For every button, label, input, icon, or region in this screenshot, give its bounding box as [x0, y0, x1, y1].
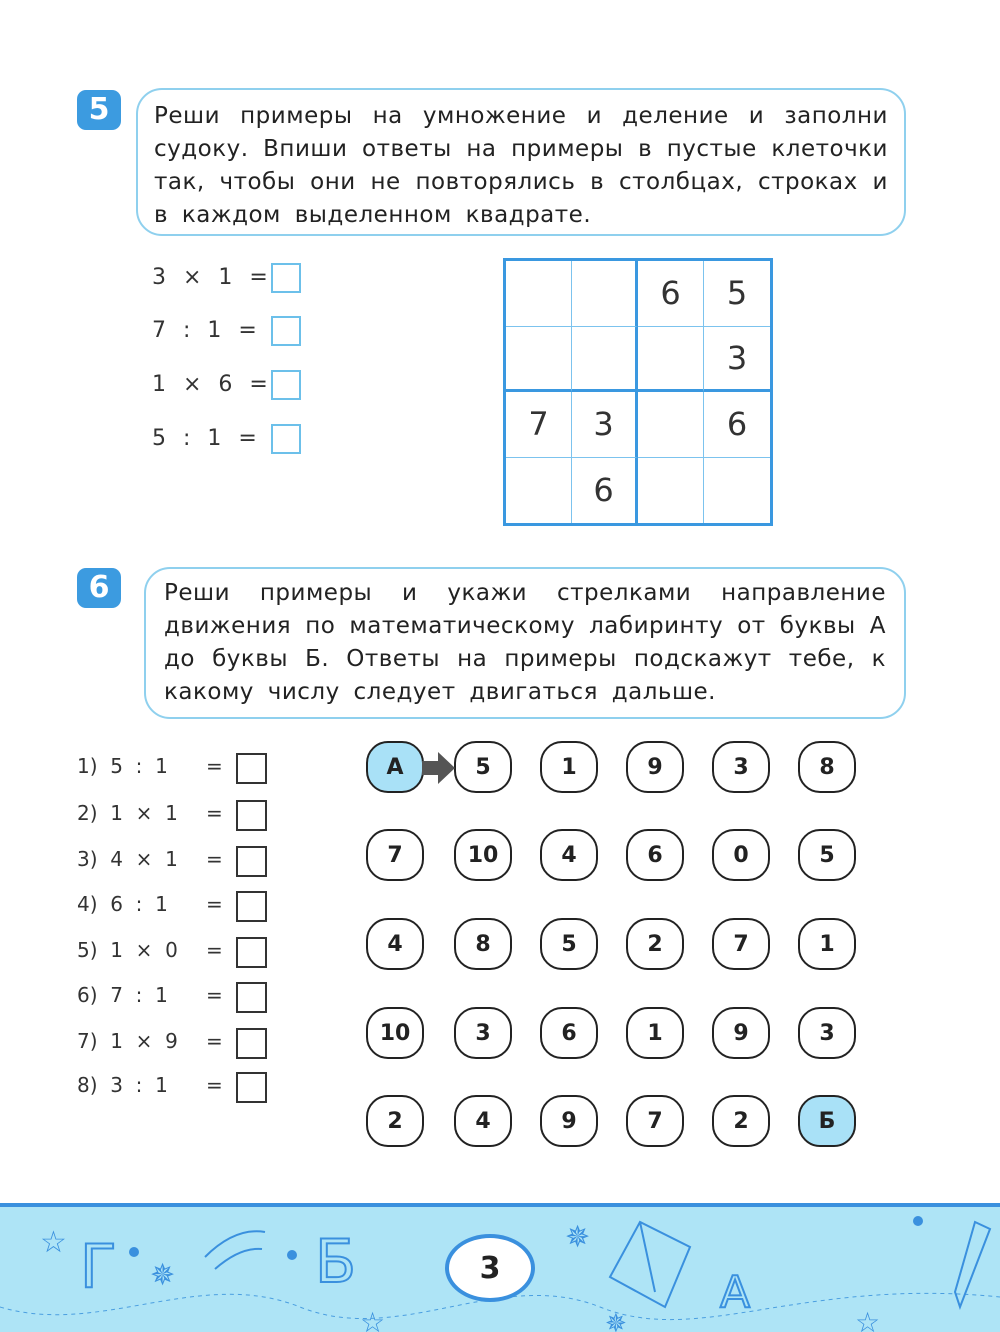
maze-node[interactable]: 4 — [366, 918, 424, 970]
maze-node[interactable]: 9 — [712, 1007, 770, 1059]
answer-box[interactable] — [271, 424, 301, 454]
maze-node[interactable]: 8 — [454, 918, 512, 970]
sudoku-cell[interactable] — [572, 327, 638, 393]
task-5-instructions: Реши примеры на умножение и деление и заполни судоку. Впиши ответы на примеры в пустые клеточки так, чтобы они не повторялись в столбцах, строках и в каждом выделенном квадрате. — [136, 88, 906, 236]
equation: 6) 7 : 1 — [77, 983, 168, 1007]
equation: 3 × 1 = — [152, 265, 268, 290]
svg-text:А: А — [720, 1267, 751, 1318]
maze-node[interactable]: 1 — [626, 1007, 684, 1059]
equals-sign: = — [206, 1073, 223, 1097]
equation: 7) 1 × 9 — [77, 1029, 178, 1053]
sudoku-cell[interactable]: 6 — [704, 392, 770, 458]
maze-node[interactable]: 10 — [454, 829, 512, 881]
sudoku-cell[interactable]: 5 — [704, 261, 770, 327]
svg-text:☆: ☆ — [855, 1306, 881, 1332]
maze-node[interactable]: 3 — [798, 1007, 856, 1059]
maze-node[interactable]: 8 — [798, 741, 856, 793]
equation: 5) 1 × 0 — [77, 938, 178, 962]
answer-box[interactable] — [271, 370, 301, 400]
svg-text:✵: ✵ — [565, 1220, 591, 1255]
equation: 3) 4 × 1 — [77, 847, 178, 871]
task-5-badge: 5 — [77, 90, 121, 130]
equation: 8) 3 : 1 — [77, 1073, 168, 1097]
sudoku-cell[interactable] — [572, 261, 638, 327]
maze-node[interactable]: 1 — [540, 741, 598, 793]
answer-box[interactable] — [236, 753, 267, 784]
equals-sign: = — [206, 892, 223, 916]
equation: 2) 1 × 1 — [77, 801, 178, 825]
sudoku-cell[interactable]: 6 — [572, 458, 638, 524]
svg-text:Б: Б — [315, 1227, 357, 1297]
answer-box[interactable] — [271, 263, 301, 293]
sudoku-cell[interactable] — [506, 327, 572, 393]
sudoku-cell[interactable] — [638, 458, 704, 524]
sudoku-cell[interactable] — [638, 392, 704, 458]
equals-sign: = — [206, 983, 223, 1007]
maze-finish[interactable]: Б — [798, 1095, 856, 1147]
maze-node[interactable]: 10 — [366, 1007, 424, 1059]
equation: 1) 5 : 1 — [77, 754, 168, 778]
answer-box[interactable] — [236, 846, 267, 877]
answer-box[interactable] — [236, 800, 267, 831]
task-6-badge: 6 — [77, 568, 121, 608]
maze-node[interactable]: 2 — [626, 918, 684, 970]
maze-node[interactable]: 4 — [540, 829, 598, 881]
maze-node[interactable]: 7 — [712, 918, 770, 970]
maze-node[interactable]: 2 — [366, 1095, 424, 1147]
equation: 1 × 6 = — [152, 372, 268, 397]
maze-node[interactable]: 5 — [454, 741, 512, 793]
maze-node[interactable]: 9 — [626, 741, 684, 793]
equation: 5 : 1 = — [152, 426, 257, 451]
answer-box[interactable] — [236, 937, 267, 968]
maze-node[interactable]: 1 — [798, 918, 856, 970]
svg-text:✵: ✵ — [605, 1309, 627, 1332]
maze-node[interactable]: 5 — [798, 829, 856, 881]
equals-sign: = — [206, 847, 223, 871]
page-number: 3 — [445, 1234, 535, 1302]
maze-start[interactable]: А — [366, 741, 424, 793]
task-6-instructions: Реши примеры и укажи стрелками направление движения по математическому лабиринту от буквы А до буквы Б. Ответы на примеры подскажут тебе, к какому числу следует двигаться дальше. — [144, 567, 906, 719]
answer-box[interactable] — [236, 982, 267, 1013]
maze-node[interactable]: 6 — [626, 829, 684, 881]
equals-sign: = — [206, 801, 223, 825]
sudoku-cell[interactable] — [638, 327, 704, 393]
sudoku-cell[interactable]: 3 — [704, 327, 770, 393]
equation: 7 : 1 = — [152, 318, 257, 343]
sudoku-cell[interactable]: 3 — [572, 392, 638, 458]
equation: 4) 6 : 1 — [77, 892, 168, 916]
svg-text:✵: ✵ — [150, 1258, 176, 1293]
equals-sign: = — [206, 1029, 223, 1053]
maze-node[interactable]: 3 — [712, 741, 770, 793]
maze-node[interactable]: 4 — [454, 1095, 512, 1147]
maze-node[interactable]: 7 — [626, 1095, 684, 1147]
sudoku-cell[interactable] — [506, 261, 572, 327]
sudoku-cell[interactable]: 6 — [638, 261, 704, 327]
answer-box[interactable] — [236, 891, 267, 922]
svg-text:☆: ☆ — [40, 1225, 67, 1260]
answer-box[interactable] — [236, 1072, 267, 1103]
svg-text:☆: ☆ — [360, 1306, 386, 1332]
sudoku-cell[interactable] — [704, 458, 770, 524]
maze-node[interactable]: 5 — [540, 918, 598, 970]
maze-node[interactable]: 9 — [540, 1095, 598, 1147]
svg-text:Г: Г — [80, 1232, 117, 1302]
answer-box[interactable] — [236, 1028, 267, 1059]
maze-node[interactable]: 3 — [454, 1007, 512, 1059]
equals-sign: = — [206, 754, 223, 778]
arrow-right-icon — [422, 752, 456, 784]
sudoku-grid — [503, 258, 773, 526]
sudoku-cell[interactable] — [506, 458, 572, 524]
maze-node[interactable]: 0 — [712, 829, 770, 881]
maze-node[interactable]: 6 — [540, 1007, 598, 1059]
maze-node[interactable]: 7 — [366, 829, 424, 881]
sudoku-cell[interactable]: 7 — [506, 392, 572, 458]
equals-sign: = — [206, 938, 223, 962]
answer-box[interactable] — [271, 316, 301, 346]
maze-node[interactable]: 2 — [712, 1095, 770, 1147]
